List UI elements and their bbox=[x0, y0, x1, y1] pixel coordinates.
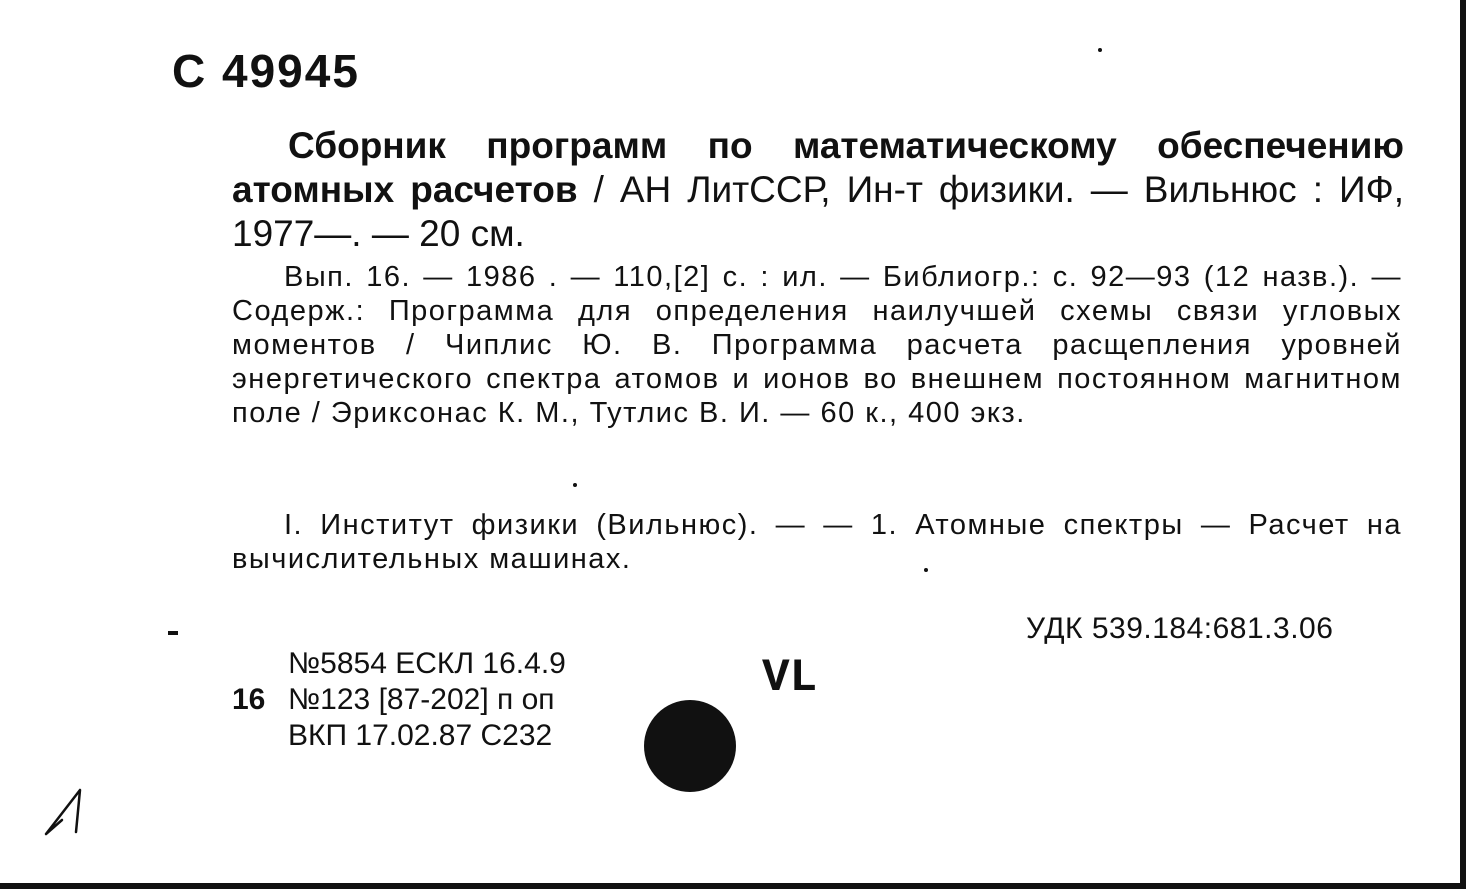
margin-dash-mark bbox=[168, 631, 178, 635]
udc-number: УДК 539.184:681.3.06 bbox=[1026, 612, 1334, 645]
tracings: I. Институт физики (Вильнюс). — — 1. Атомные спектры — Расчет на вычислительных машинах. bbox=[232, 509, 1402, 575]
stock-line-3: ВКП 17.02.87 С232 bbox=[288, 719, 553, 752]
speck-dot bbox=[573, 483, 577, 487]
shelfmark: С 49945 bbox=[172, 45, 360, 97]
handwritten-mark-icon bbox=[40, 782, 100, 842]
title-statement bbox=[232, 124, 1404, 256]
speck-dot bbox=[1098, 48, 1102, 52]
title-main: Сборник программ по математическому обеспечению атомных расчетов bbox=[232, 125, 1404, 210]
punch-hole bbox=[644, 700, 736, 792]
stock-notes bbox=[232, 646, 566, 754]
speck-dot bbox=[924, 568, 928, 572]
stock-line-2: 16 №123 [87-202] п оп bbox=[232, 683, 555, 716]
vl-stamp: VL bbox=[762, 652, 818, 704]
issue-description: Вып. 16. — 1986 . — 110,[2] с. : ил. — Библиогр.: с. 92—93 (12 назв.). — Содерж.: Программа для определения наилучшей схемы связи угловых моментов / Чиплис Ю. В. Программа расчета расщепления уровней энергетического спектра атомов и ионов во внешнем постоянном магнитном поле / Эриксонас К. М., Тутлис В. И. — 60 к., 400 экз. bbox=[232, 261, 1402, 429]
stock-copy-count: 16 bbox=[232, 683, 266, 716]
stock-line-1: №5854 ЕСКЛ 16.4.9 bbox=[288, 647, 566, 680]
title-responsibility-imprint: / АН ЛитССР, Ин-т физики. — Вильнюс : ИФ, 1977—. — 20 см. bbox=[232, 169, 1404, 254]
